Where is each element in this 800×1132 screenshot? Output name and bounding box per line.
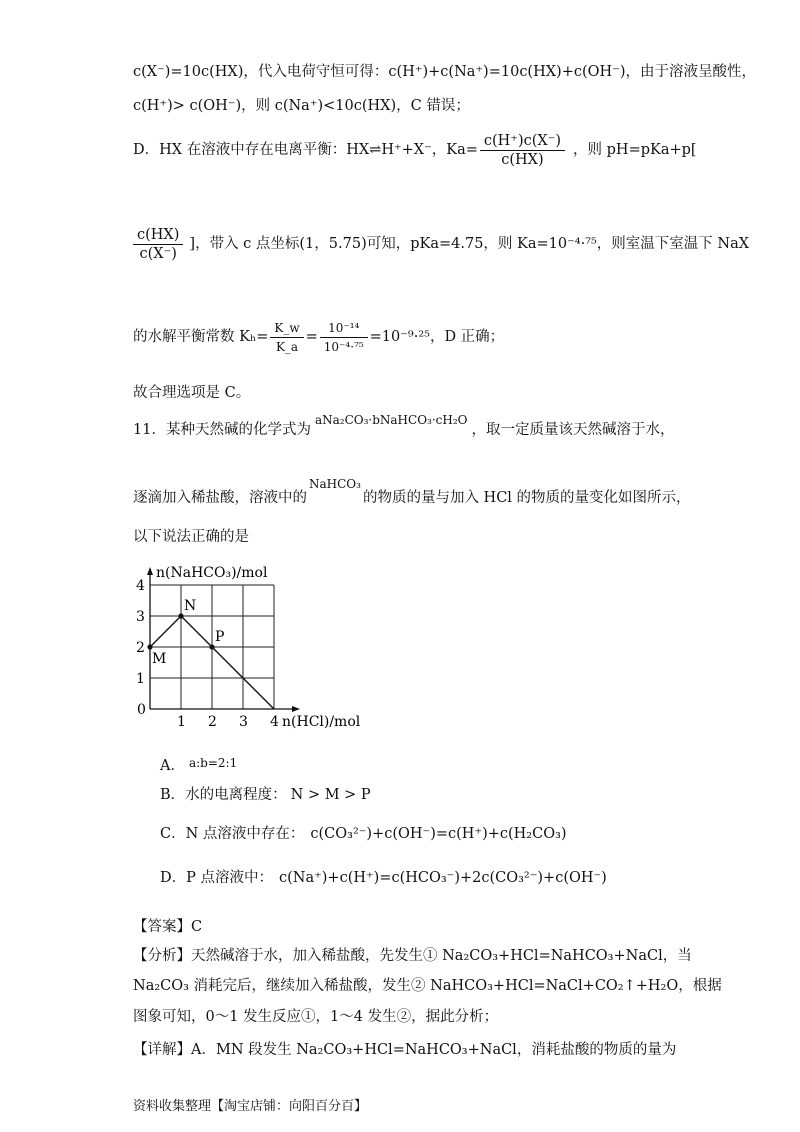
- y-tick-label: 2: [136, 640, 145, 656]
- question-11-line-2: [133, 477, 691, 508]
- x-tick-label: 4: [270, 714, 279, 730]
- option-b-label: B．水的电离程度：: [160, 787, 287, 803]
- text-line-4: [133, 222, 749, 266]
- option-a: [160, 756, 237, 776]
- point-label-m: M: [152, 651, 167, 667]
- option-c-label: C．N 点溶液中存在：: [160, 826, 305, 842]
- kw-numerator: K_w: [270, 319, 303, 338]
- ka-denominator: c(HX): [501, 151, 544, 168]
- x-axis-label: n(HCl)/mol: [282, 714, 361, 730]
- option-c: [160, 824, 567, 844]
- option-d-text: c(Na⁺)+c(H⁺)=c(HCO₃⁻)+2c(CO₃²⁻)+c(OH⁻): [279, 870, 607, 886]
- ka-numerator: c(H⁺)c(X⁻): [480, 132, 565, 151]
- text-line-2: c(H⁺)> c(OH⁻)，则 c(Na⁺)<10c(HX)，C 错误；: [133, 98, 470, 114]
- y-tick-label: 3: [136, 609, 145, 625]
- text-line-5: [133, 314, 504, 360]
- footer-source: 资料收集整理【淘宝店铺：向阳百分百】: [133, 1099, 368, 1114]
- option-d-label: D．P 点溶液中：: [160, 870, 273, 886]
- option-a-text: a:b=2:1: [188, 756, 238, 770]
- x-tick-label: 0: [137, 702, 146, 718]
- power-fraction: [320, 319, 368, 356]
- y-tick-label: 4: [136, 578, 145, 594]
- ka-fraction: [480, 132, 565, 169]
- ratio-numerator: c(HX): [133, 226, 183, 245]
- question-11-line-1: [133, 413, 675, 440]
- y-axis-arrow: [147, 567, 153, 575]
- kw-ka-fraction: [270, 319, 303, 356]
- question-11-line-3: 以下说法正确的是: [133, 529, 249, 545]
- option-d: [160, 868, 607, 888]
- point-label-n: N: [184, 598, 197, 614]
- option-b: [160, 785, 371, 805]
- answer-line: 【答案】C: [133, 919, 203, 935]
- ka-den: K_a: [275, 339, 299, 354]
- line5-suffix: =10⁻⁹·²⁵，D 正确；: [369, 329, 505, 345]
- q11-nahco3: NaHCO₃: [309, 477, 361, 491]
- q11-text-b: ，取一定质量该天然碱溶于水，: [471, 422, 675, 438]
- ratio-denominator: c(X⁻): [139, 245, 177, 262]
- line3-suffix: ，则 pH=pKa+p[: [573, 142, 697, 158]
- x-tick-label: 2: [208, 714, 217, 730]
- q11-text-a: 11．某种天然碱的化学式为: [133, 422, 311, 438]
- option-a-label: A．: [160, 758, 185, 774]
- x-axis-arrow: [292, 706, 300, 712]
- point-m: [147, 644, 152, 649]
- ratio-fraction: [133, 226, 183, 263]
- q11-formula: aNa₂CO₃·bNaHCO₃·cH₂O: [314, 413, 468, 427]
- line5-prefix: 的水解平衡常数 Kₕ=: [133, 329, 269, 345]
- option-b-text: N > M > P: [290, 787, 371, 803]
- q11-text-d: 的物质的量与加入 HCl 的物质的量变化如图所示，: [362, 490, 691, 506]
- power-numerator: 10⁻¹⁴: [320, 319, 368, 338]
- x-tick-label: 3: [239, 714, 248, 730]
- equals-sign: =: [305, 329, 318, 345]
- analysis-line-1: 【分析】天然碱溶于水，加入稀盐酸，先发生① Na₂CO₃+HCl=NaHCO₃+NaCl，当: [133, 948, 692, 964]
- y-tick-label: 1: [136, 671, 145, 687]
- nahco3-hcl-chart: [128, 558, 378, 733]
- analysis-line-3: 图象可知，0～1 发生反应①，1～4 发生②，据此分析；: [133, 1009, 499, 1025]
- point-p: [209, 644, 214, 649]
- analysis-line-2: Na₂CO₃ 消耗完后，继续加入稀盐酸，发生② NaHCO₃+HCl=NaCl+CO₂↑+H₂O，根据: [133, 978, 722, 994]
- text-line-3: [133, 126, 697, 174]
- text-line-1: c(X⁻)=10c(HX)，代入电荷守恒可得：c(H⁺)+c(Na⁺)=10c(HX)+c(OH⁻)，由于溶液呈酸性，: [133, 64, 756, 80]
- line4-suffix: ]，带入 c 点坐标(1，5.75)可知，pKa=4.75，则 Ka=10⁻⁴·⁷⁵，则室温下室温下 NaX: [189, 236, 750, 252]
- power-denominator: 10⁻⁴·⁷⁵: [323, 339, 364, 354]
- point-label-p: P: [215, 629, 225, 645]
- y-axis-label: n(NaHCO₃)/mol: [156, 565, 268, 581]
- conclusion-line: 故合理选项是 C。: [133, 385, 251, 401]
- line3-prefix: D．HX 在溶液中存在电离平衡：HX⇌H⁺+X⁻，Ka=: [133, 142, 478, 158]
- q11-text-c: 逐滴加入稀盐酸，溶液中的: [133, 490, 307, 506]
- option-c-text: c(CO₃²⁻)+c(OH⁻)=c(H⁺)+c(H₂CO₃): [310, 826, 567, 842]
- detail-line-1: 【详解】A．MN 段发生 Na₂CO₃+HCl=NaHCO₃+NaCl，消耗盐酸的物质的量为: [133, 1042, 677, 1058]
- x-tick-label: 1: [177, 714, 186, 730]
- point-n: [178, 613, 183, 618]
